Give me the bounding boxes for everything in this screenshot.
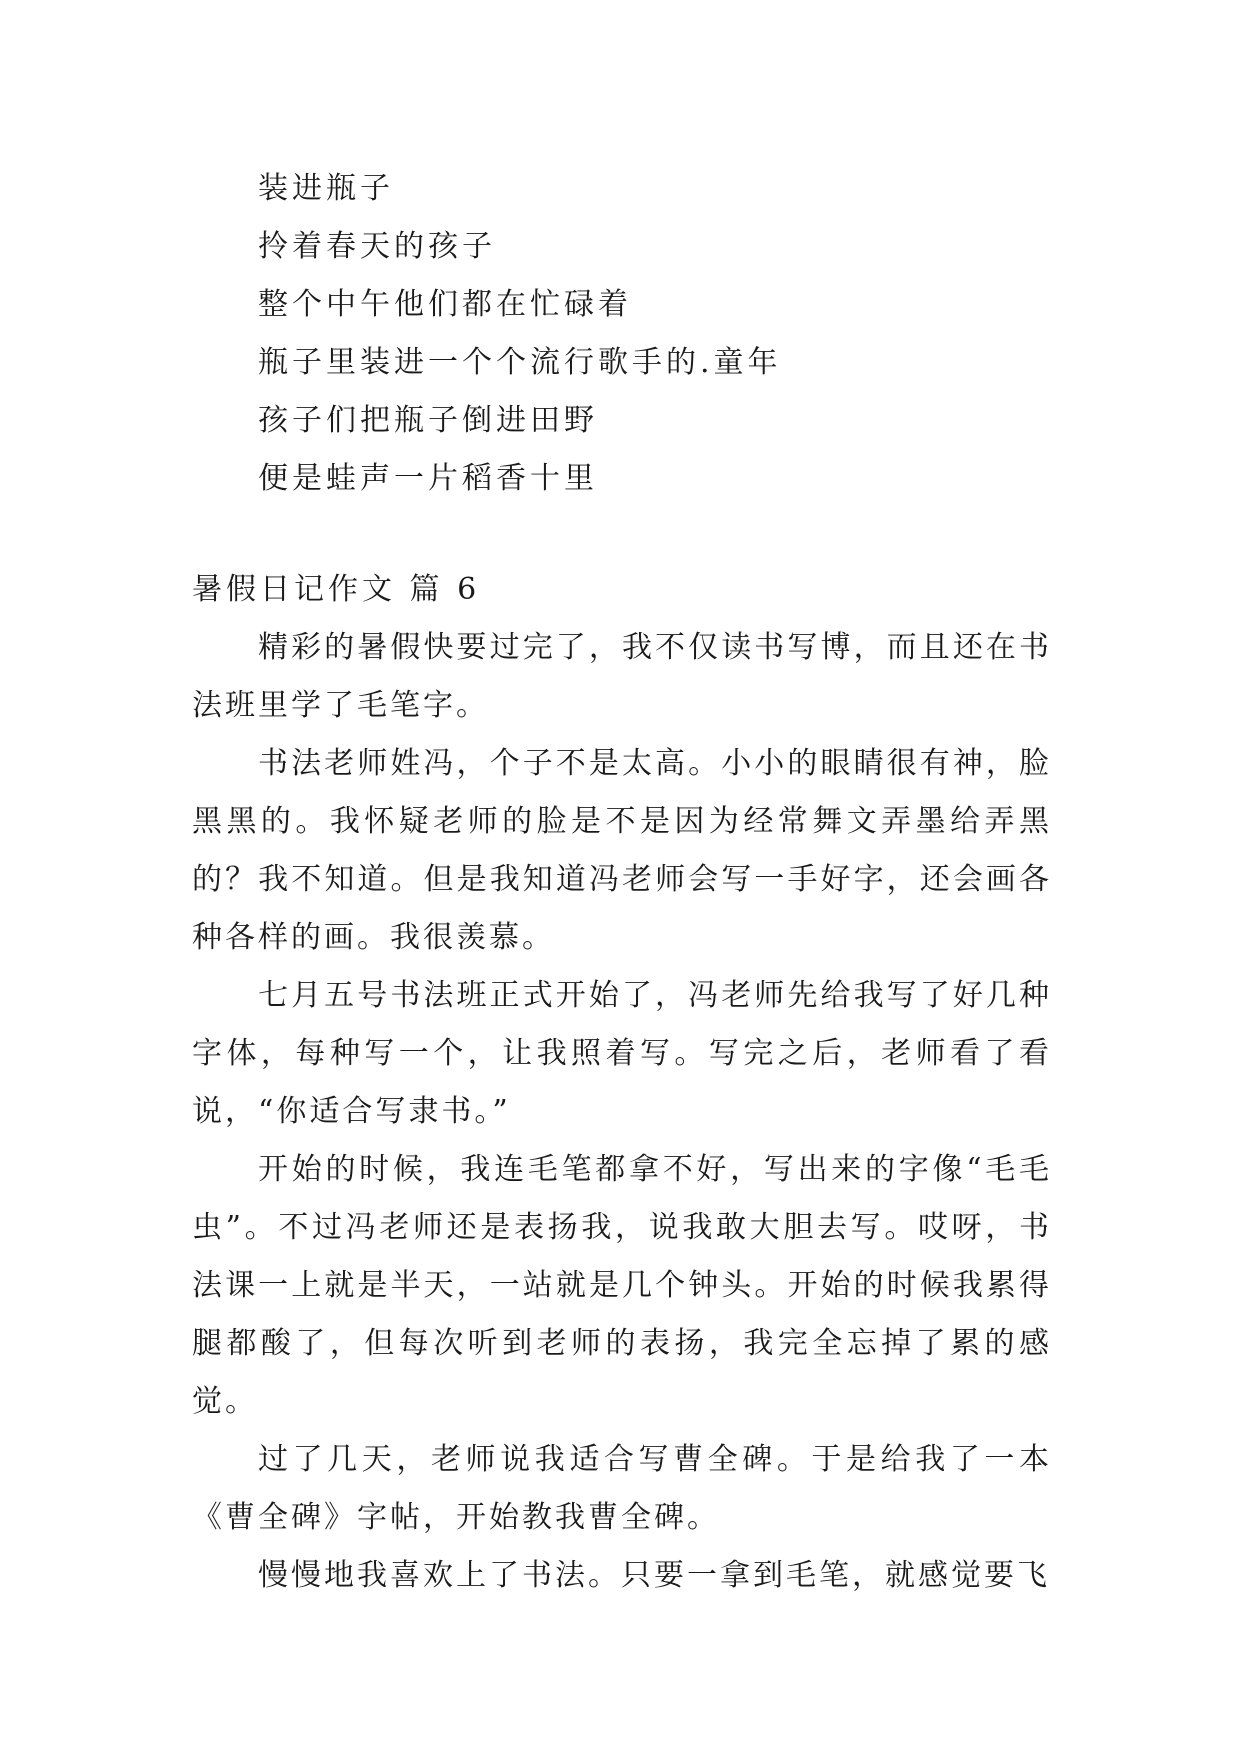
poem-line: 装进瓶子 [258,171,394,206]
poem-line: 瓶子里装进一个个流行歌手的.童年 [258,345,782,380]
poem-line: 孩子们把瓶子倒进田野 [258,403,598,438]
poem-line: 便是蛙声一片稻香十里 [258,461,598,496]
article-body [192,619,1052,1605]
paragraph: 慢慢地我喜欢上了书法。只要一拿到毛笔，就感觉要飞 [258,1558,1050,1593]
paragraph: 精彩的暑假快要过完了，我不仅读书写博，而且还在书法班里学了毛笔字。 [192,630,1052,723]
paragraph: 书法老师姓冯，个子不是太高。小小的眼睛很有神，脸黑黑的。我怀疑老师的脸是不是因为经常舞文弄墨给弄黑的？我不知道。但是我知道冯老师会写一手好字，还会画各种各样的画。我很羡慕。 [192,746,1052,955]
poem-block [258,160,1058,508]
paragraph: 七月五号书法班正式开始了，冯老师先给我写了好几种字体，每种写一个，让我照着写。写完之后，老师看了看说，“你适合写隶书。” [192,978,1052,1129]
poem-line: 整个中午他们都在忙碌着 [258,287,632,322]
paragraph: 过了几天，老师说我适合写曹全碑。于是给我了一本《曹全碑》字帖，开始教我曹全碑。 [192,1442,1052,1535]
poem-line: 拎着春天的孩子 [258,229,496,264]
paragraph: 开始的时候，我连毛笔都拿不好，写出来的字像“毛毛虫”。不过冯老师还是表扬我，说我敢大胆去写。哎呀，书法课一上就是半天，一站就是几个钟头。开始的时候我累得腿都酸了，但每次听到老师的表扬，我完全忘掉了累的感觉。 [192,1152,1052,1419]
section-heading: 暑假日记作文 篇 6 [192,572,481,607]
